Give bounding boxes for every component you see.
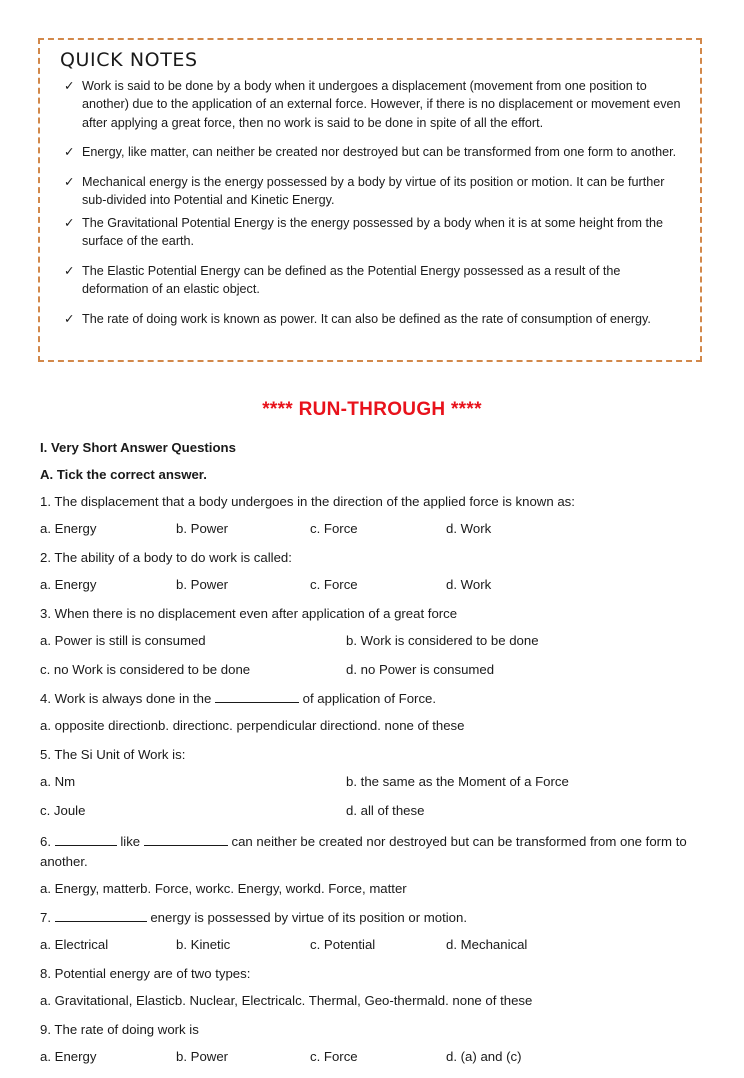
question-6-number: 6. <box>40 834 51 849</box>
check-icon: ✓ <box>64 215 75 230</box>
option-c[interactable]: c. no Work is considered to be done <box>40 662 251 677</box>
option-c[interactable]: c. Force <box>310 521 358 536</box>
option-a[interactable]: a. Power is still is consumed <box>40 633 206 648</box>
question-1-options <box>40 521 704 537</box>
note-item <box>54 262 686 299</box>
check-icon: ✓ <box>64 78 75 93</box>
question-7-text <box>40 910 704 926</box>
question-3-options-row-1 <box>40 633 704 649</box>
option-c[interactable]: c. Force <box>310 1049 358 1064</box>
question-1-text: 1. The displacement that a body undergoes in the direction of the applied force is known as: <box>40 494 575 509</box>
question-5-options-row-2 <box>40 803 704 819</box>
option-b[interactable]: b. Power <box>176 521 229 536</box>
fill-blank[interactable] <box>215 702 299 703</box>
question-4-text-after: of application of Force. <box>302 691 437 706</box>
question-3-options-row-2 <box>40 662 704 678</box>
run-through-heading: **** RUN-THROUGH **** <box>262 399 482 420</box>
note-text: The Gravitational Potential Energy is the energy possessed by a body when it is at some height from the surface of the earth. <box>82 215 664 249</box>
question-7-number: 7. <box>40 910 51 925</box>
questions-section <box>40 440 704 1078</box>
quick-notes-box <box>38 38 702 362</box>
option-c[interactable]: c. Joule <box>40 803 86 818</box>
option-a[interactable]: a. Gravitational, Elastic <box>40 993 175 1008</box>
option-d[interactable]: d. Work <box>446 577 492 592</box>
option-a[interactable]: a. Energy <box>40 1049 97 1064</box>
option-d[interactable]: d. Force, matter <box>313 881 407 896</box>
option-a[interactable]: a. Energy <box>40 521 97 536</box>
option-d[interactable]: d. all of these <box>346 803 425 818</box>
option-b[interactable]: b. Nuclear, Electrical <box>174 993 296 1008</box>
option-b[interactable]: b. the same as the Moment of a Force <box>346 774 569 789</box>
question-4-options <box>40 718 704 734</box>
note-item <box>54 310 686 329</box>
question-4-text <box>40 691 704 707</box>
option-d[interactable]: d. none of these <box>369 718 465 733</box>
option-a[interactable]: a. opposite direction <box>40 718 159 733</box>
section-heading-sub: A. Tick the correct answer. <box>40 467 207 482</box>
option-b[interactable]: b. direction <box>158 718 223 733</box>
question-8-options <box>40 993 704 1009</box>
question-6-options <box>40 881 704 897</box>
option-d[interactable]: d. none of these <box>437 993 533 1008</box>
fill-blank[interactable] <box>144 845 228 846</box>
option-d[interactable]: d. (a) and (c) <box>446 1049 522 1064</box>
question-6-text-after: can neither be created nor destroyed but can be transformed from one form to another. <box>40 834 687 869</box>
option-c[interactable]: c. Energy, work <box>223 881 314 896</box>
option-b[interactable]: b. Kinetic <box>176 937 231 952</box>
note-item <box>54 173 686 210</box>
note-item <box>54 214 686 251</box>
option-c[interactable]: c. Force <box>310 577 358 592</box>
fill-blank[interactable] <box>55 845 117 846</box>
note-text: Energy, like matter, can neither be created nor destroyed but can be transformed from one form to another. <box>82 145 677 160</box>
question-9-options <box>40 1049 704 1065</box>
option-a[interactable]: a. Nm <box>40 774 76 789</box>
section-heading-roman: I. Very Short Answer Questions <box>40 440 236 455</box>
note-item <box>54 143 686 162</box>
note-text: Work is said to be done by a body when it undergoes a displacement (movement from one position to another) due to the application of an external force. However, if there is no displacement or movement even after applying a great force, then no work is said to be done in spite of all the effort. <box>82 78 681 130</box>
question-5-options-row-1 <box>40 774 704 790</box>
option-a[interactable]: a. Electrical <box>40 937 109 952</box>
option-b[interactable]: b. Work is considered to be done <box>346 633 539 648</box>
option-d[interactable]: d. no Power is consumed <box>346 662 495 677</box>
question-2-text: 2. The ability of a body to do work is called: <box>40 550 292 565</box>
check-icon: ✓ <box>64 145 75 160</box>
question-3-text: 3. When there is no displacement even after application of a great force <box>40 606 458 621</box>
option-b[interactable]: b. Force, work <box>140 881 224 896</box>
option-c[interactable]: c. perpendicular direction <box>222 718 370 733</box>
check-icon: ✓ <box>64 174 75 189</box>
question-5-text: 5. The Si Unit of Work is: <box>40 747 186 762</box>
note-item <box>54 77 686 133</box>
question-9-text: 9. The rate of doing work is <box>40 1022 199 1037</box>
option-d[interactable]: d. Mechanical <box>446 937 528 952</box>
note-text: The rate of doing work is known as power. It can also be defined as the rate of consumption of energy. <box>82 311 651 326</box>
option-b[interactable]: b. Power <box>176 1049 229 1064</box>
check-icon: ✓ <box>64 263 75 278</box>
option-a[interactable]: a. Energy <box>40 577 97 592</box>
question-8-text: 8. Potential energy are of two types: <box>40 966 251 981</box>
option-b[interactable]: b. Power <box>176 577 229 592</box>
option-c[interactable]: c. Thermal, Geo-thermal <box>295 993 438 1008</box>
question-4-text-before: 4. Work is always done in the <box>40 691 212 706</box>
question-2-options <box>40 577 704 593</box>
quick-notes-title: QUICK NOTES <box>60 49 198 71</box>
check-icon: ✓ <box>64 311 75 326</box>
option-d[interactable]: d. Work <box>446 521 492 536</box>
question-7-options <box>40 937 704 953</box>
note-text: The Elastic Potential Energy can be defined as the Potential Energy possessed as a result of the deformation of an elastic object. <box>82 263 621 297</box>
option-a[interactable]: a. Energy, matter <box>40 881 141 896</box>
question-7-text-after: energy is possessed by virtue of its position or motion. <box>150 910 467 925</box>
note-text: Mechanical energy is the energy possessed by a body by virtue of its position or motion. It can be further sub-divided into Potential and Kinetic Energy. <box>82 174 665 208</box>
question-6-text <box>40 832 704 872</box>
question-6-text-middle: like <box>120 834 141 849</box>
fill-blank[interactable] <box>55 921 147 922</box>
option-c[interactable]: c. Potential <box>310 937 376 952</box>
